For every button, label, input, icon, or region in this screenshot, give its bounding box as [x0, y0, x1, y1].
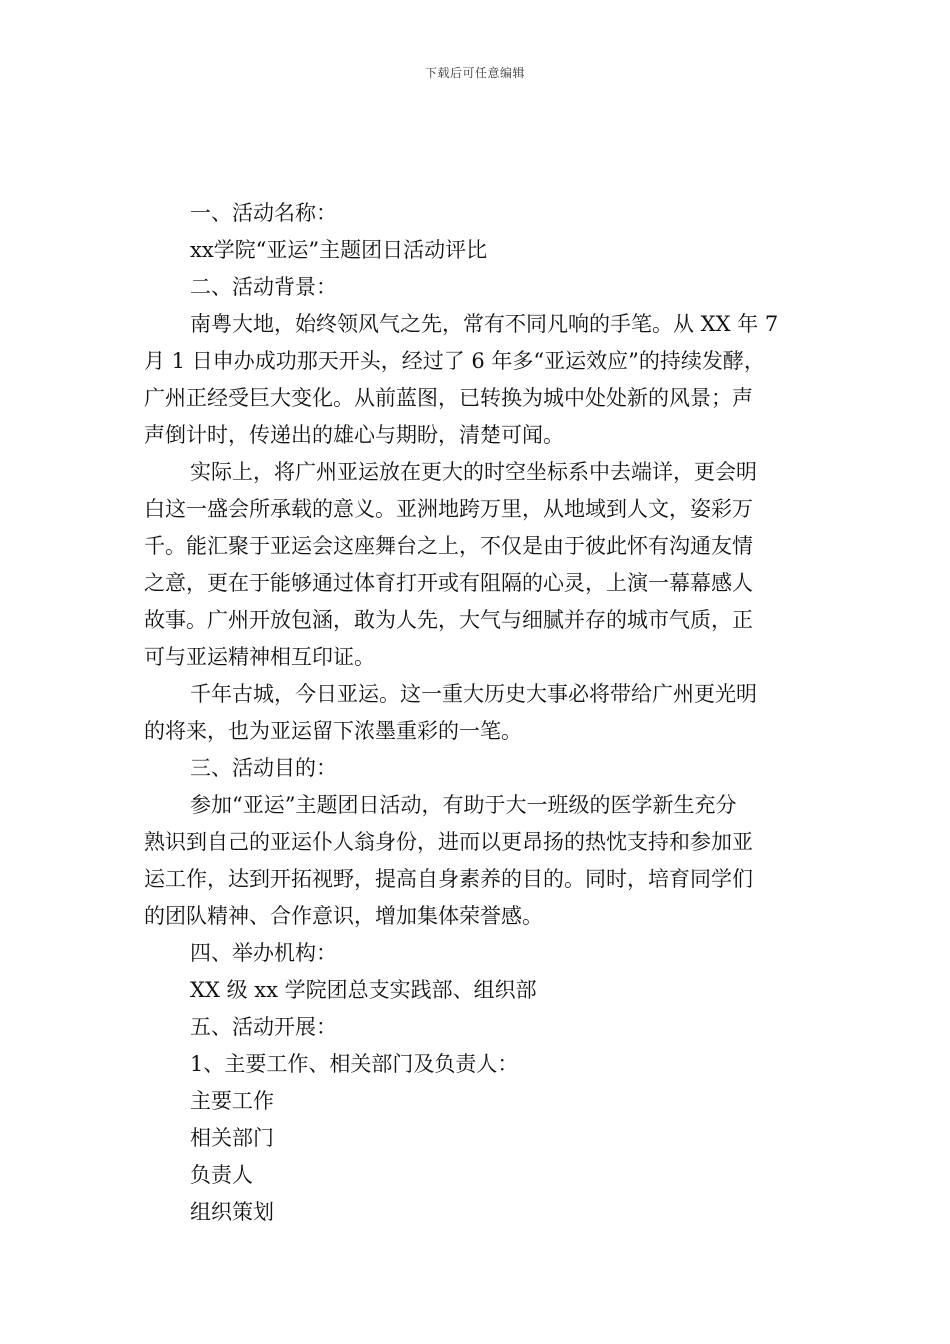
- section-heading-1: 一、活动名称：: [190, 201, 337, 225]
- section-heading-5: 五、活动开展：: [190, 1015, 337, 1039]
- section-heading-4: 四、举办机构：: [190, 941, 337, 965]
- subsection-heading-1: 1、主要工作、相关部门及负责人：: [190, 1052, 519, 1076]
- background-p1-line: 广州正经受巨大变化。从前蓝图，已转换为城中处处新的风景；声: [144, 386, 753, 410]
- table-item: 负责人: [190, 1163, 253, 1187]
- table-item: 相关部门: [190, 1126, 274, 1150]
- page-header-note: 下载后可任意编辑: [424, 66, 525, 80]
- background-p2-line: 白这一盛会所承载的意义。亚洲地跨万里，从地域到人文，姿彩万: [144, 497, 753, 521]
- background-p2-line: 实际上，将广州亚运放在更大的时空坐标系中去端详，更会明: [190, 460, 757, 484]
- document-body: [144, 195, 830, 1231]
- background-p2-line: 千。能汇聚于亚运会这座舞台之上，不仅是由于彼此怀有沟通友情: [144, 534, 753, 558]
- table-item: 组织策划: [190, 1200, 274, 1224]
- section-heading-2: 二、活动背景：: [190, 275, 337, 299]
- organizer-text: XX 级 xx 学院团总支实践部、组织部: [190, 978, 537, 1002]
- purpose-line: 的团队精神、合作意识，增加集体荣誉感。: [144, 904, 543, 928]
- background-p3-line: 的将来，也为亚运留下浓墨重彩的一笔。: [144, 719, 522, 743]
- purpose-line: 熟识到自己的亚运仆人翁身份，进而以更昂扬的热忱支持和参加亚: [144, 830, 753, 854]
- background-p1-line: 声倒计时，传递出的雄心与期盼，清楚可闻。: [144, 423, 564, 447]
- background-p3-line: 千年古城，今日亚运。这一重大历史大事必将带给广州更光明: [190, 682, 757, 706]
- background-p1-line: 月 1 日申办成功那天开头，经过了 6 年多“亚运效应”的持续发酵，: [144, 349, 765, 373]
- purpose-line: 运工作，达到开拓视野，提高自身素养的目的。同时，培育同学们: [144, 867, 753, 891]
- background-p2-line: 故事。广州开放包涵，敢为人先，大气与细腻并存的城市气质，正: [144, 608, 753, 632]
- section-heading-3: 三、活动目的：: [190, 756, 337, 780]
- background-p1-line: 南粤大地，始终领风气之先，常有不同凡响的手笔。从 XX 年 7: [190, 312, 779, 336]
- table-item: 主要工作: [190, 1089, 274, 1113]
- activity-name-text: xx学院“亚运”主题团日活动评比: [190, 238, 488, 262]
- background-p2-line: 之意，更在于能够通过体育打开或有阻隔的心灵，上演一幕幕感人: [144, 571, 753, 595]
- background-p2-line: 可与亚运精神相互印证。: [144, 645, 375, 669]
- purpose-line: 参加“亚运”主题团日活动，有助于大一班级的医学新生充分: [190, 793, 737, 817]
